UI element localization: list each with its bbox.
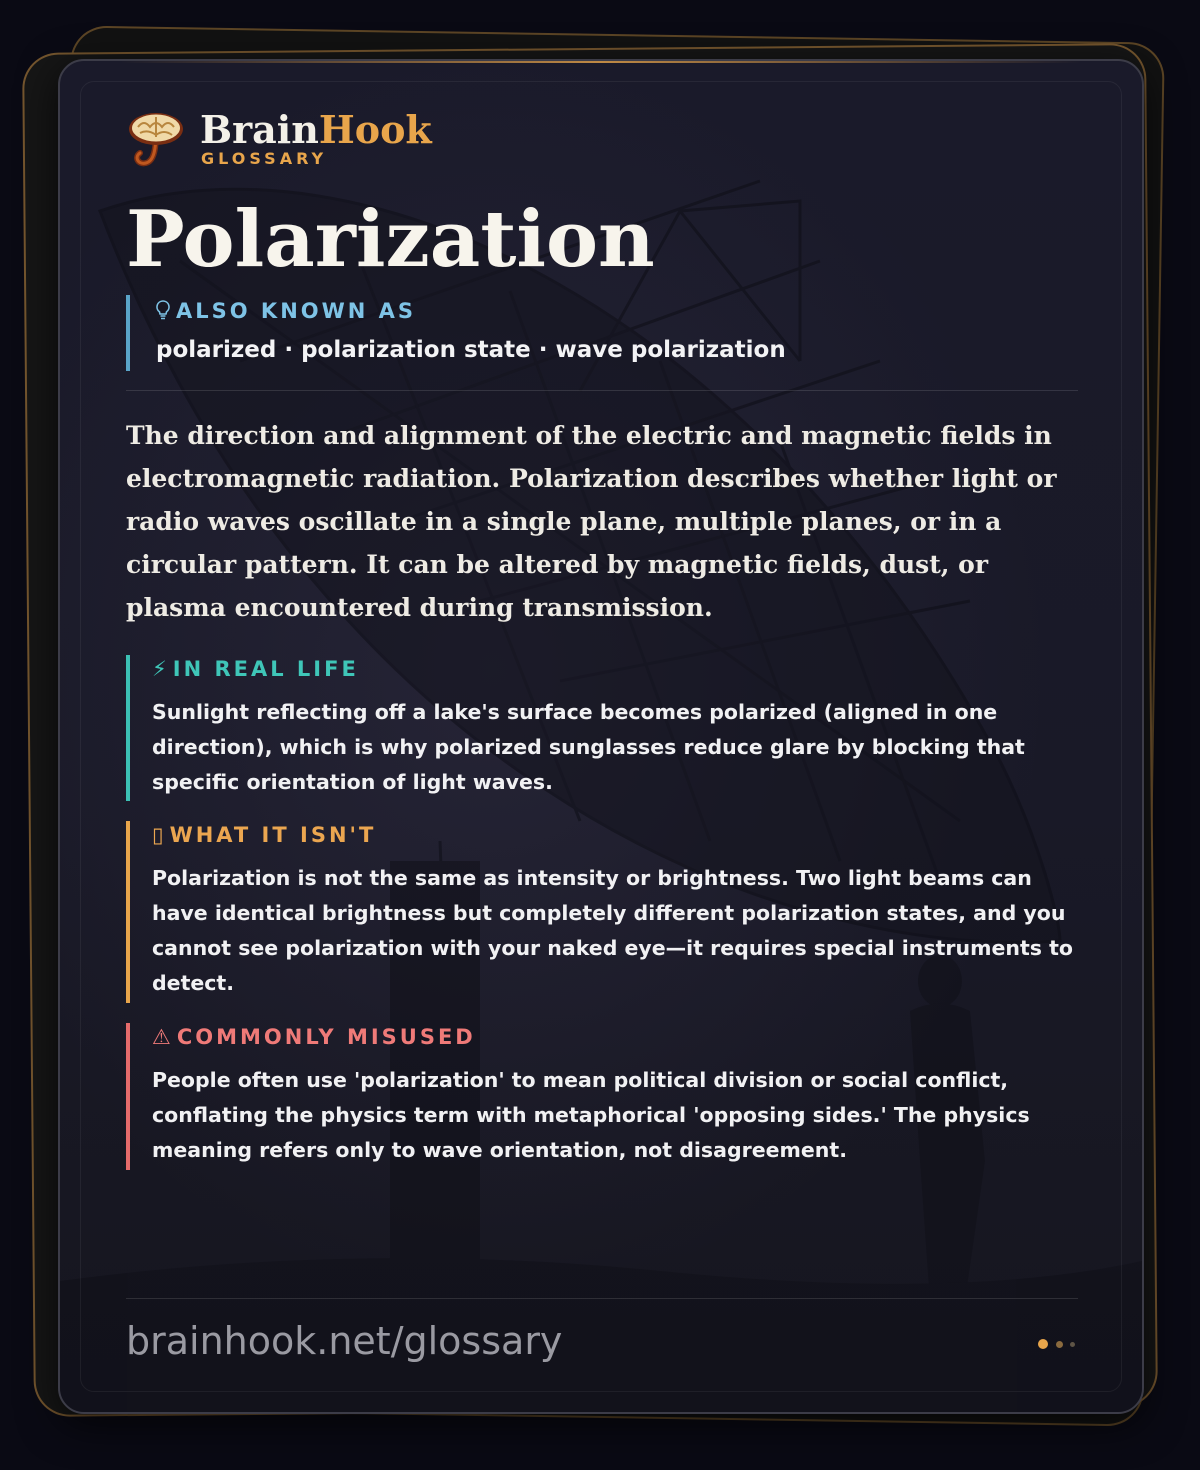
lightning-icon: ⚡: [152, 657, 167, 681]
in-real-life-label: IN REAL LIFE: [172, 657, 359, 681]
what-it-isnt-text: Polarization is not the same as intensity or brightness. Two light beams can have identical brightness but completely different polarization states, and you cannot see polarization with your naked eye—it requires special instruments to detect.: [152, 866, 1073, 995]
warning-icon: ⚠: [152, 1025, 171, 1049]
brand-name: [200, 107, 432, 152]
section-accent-bar: [126, 1023, 130, 1170]
page-indicator: [1038, 1339, 1078, 1349]
also-known-as-values: polarized · polarization state · wave polarization: [156, 337, 786, 363]
footer-divider: [126, 1298, 1078, 1299]
commonly-misused-section: [126, 1023, 1078, 1170]
brain-hook-logo-icon: [126, 109, 186, 169]
in-real-life-text: Sunlight reflecting off a lake's surface becomes polarized (aligned in one direction), which is why polarized sunglasses reduce glare by blocking that specific orientation of light waves.: [152, 700, 1025, 794]
commonly-misused-text: People often use 'polarization' to mean political division or social conflict, conflating the physics term with metaphorical 'opposing sides.' The physics meaning refers only to wave orientation, not disagreement.: [152, 1068, 1030, 1162]
commonly-misused-label: COMMONLY MISUSED: [176, 1025, 476, 1049]
what-it-isnt-section: [126, 821, 1078, 1003]
brand-name-hook: Hook: [318, 107, 432, 152]
what-it-isnt-label: WHAT IT ISN'T: [169, 823, 377, 847]
also-known-as-label: ALSO KNOWN AS: [176, 299, 417, 323]
brand-header[interactable]: [126, 109, 526, 169]
definition-text: The direction and alignment of the electric and magnetic fields in electromagnetic radiation. Polarization describes whether light or radio waves oscillate in a single plane, multiple planes, or in a circular pattern. It can be altered by magnetic fields, dust, or plasma encountered during transmission.: [126, 421, 1057, 622]
also-known-as-section: [126, 295, 1078, 371]
also-known-as-heading: [154, 299, 416, 323]
missing-glyph-icon: ▯: [152, 823, 164, 847]
brand-subtitle: GLOSSARY: [201, 149, 328, 168]
section-accent-bar: [126, 655, 130, 801]
page-dot-active[interactable]: [1038, 1339, 1048, 1349]
lightbulb-icon: [154, 299, 172, 323]
in-real-life-section: [126, 655, 1078, 801]
page-title: Polarization: [126, 194, 655, 285]
what-it-isnt-heading: [152, 823, 1078, 847]
commonly-misused-heading: [152, 1025, 1078, 1049]
in-real-life-heading: [152, 657, 1078, 681]
glossary-card: [58, 59, 1144, 1414]
section-accent-bar: [126, 821, 130, 1003]
divider: [126, 390, 1078, 391]
page-dot[interactable]: [1056, 1341, 1063, 1348]
footer-url-link[interactable]: brainhook.net/glossary: [126, 1319, 563, 1363]
page-dot[interactable]: [1070, 1342, 1075, 1347]
card-top-accent: [120, 61, 1082, 63]
brand-name-brain: Brain: [200, 107, 319, 152]
